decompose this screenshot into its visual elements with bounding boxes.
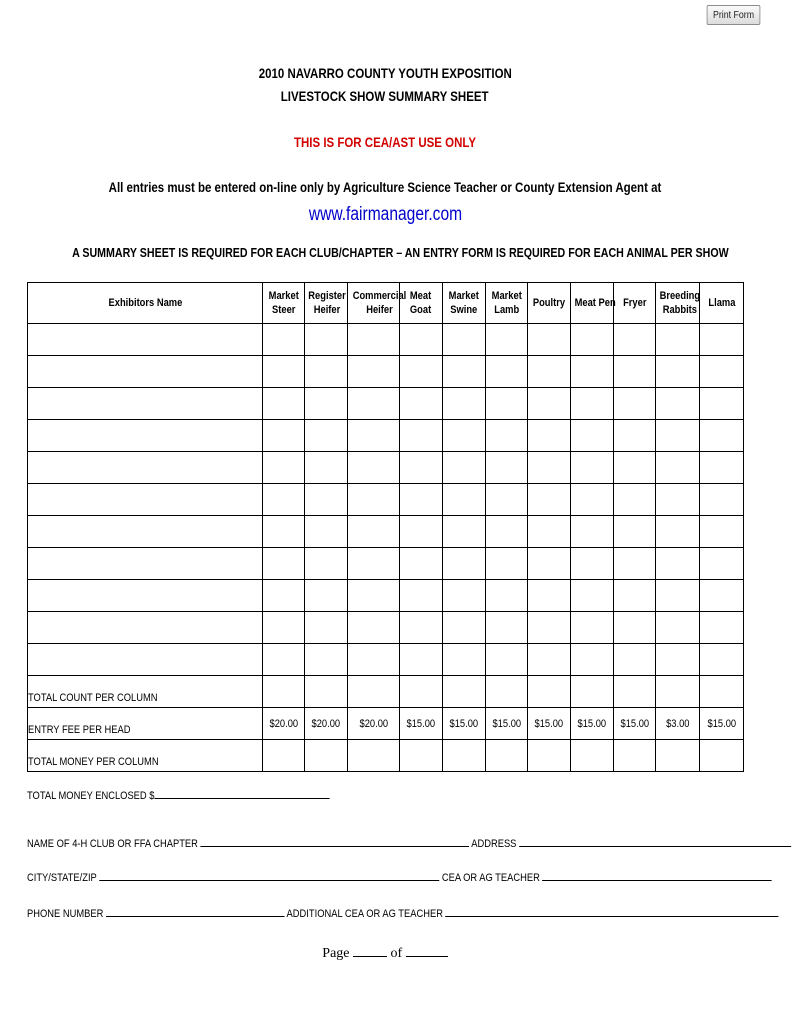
city-state-zip-label: CITY/STATE/ZIP: [27, 872, 97, 884]
entry-count-cell[interactable]: [700, 356, 744, 388]
entry-count-cell[interactable]: [400, 516, 443, 548]
entry-count-cell[interactable]: [443, 644, 486, 676]
entry-count-cell[interactable]: [263, 324, 305, 356]
entry-count-cell[interactable]: [528, 516, 571, 548]
entry-count-cell[interactable]: [656, 452, 700, 484]
total-count-cell[interactable]: [348, 676, 400, 708]
entry-count-cell[interactable]: [486, 388, 528, 420]
entry-count-cell[interactable]: [305, 388, 348, 420]
total-money-row: [28, 740, 744, 772]
entry-count-cell[interactable]: [305, 612, 348, 644]
entry-count-cell[interactable]: [400, 580, 443, 612]
total-count-label: TOTAL COUNT PER COLUMN: [28, 676, 263, 708]
entry-count-cell[interactable]: [486, 548, 528, 580]
entry-count-cell[interactable]: [443, 388, 486, 420]
entry-count-cell[interactable]: [400, 356, 443, 388]
instruction-text: All entries must be entered on-line only by Agriculture Science Teacher or County Extension Agent at: [108, 179, 662, 195]
exhibitor-row: [28, 420, 744, 452]
entry-count-cell[interactable]: [400, 548, 443, 580]
entry-count-cell[interactable]: [528, 484, 571, 516]
entry-count-cell[interactable]: [486, 420, 528, 452]
entry-count-cell[interactable]: [443, 420, 486, 452]
fee-meat-pen: $15.00: [571, 708, 614, 740]
phone-number-field[interactable]: [106, 905, 285, 917]
entry-count-cell[interactable]: [348, 548, 400, 580]
entry-summary-table: [27, 282, 744, 772]
entry-count-cell[interactable]: [571, 356, 614, 388]
entry-count-cell[interactable]: [305, 548, 348, 580]
entry-count-cell[interactable]: [614, 388, 656, 420]
total-enclosed-field[interactable]: [154, 787, 329, 799]
meat-goat-header: Meat Goat: [400, 283, 443, 324]
fee-market-lamb: $15.00: [486, 708, 528, 740]
entry-count-cell[interactable]: [305, 420, 348, 452]
entry-count-cell[interactable]: [263, 612, 305, 644]
exhibitor-row: [28, 644, 744, 676]
club-address-row: [27, 835, 791, 851]
entry-count-cell[interactable]: [443, 356, 486, 388]
total-money-cell[interactable]: [614, 740, 656, 772]
total-money-cell[interactable]: [700, 740, 744, 772]
exhibitor-name-cell[interactable]: [28, 484, 263, 516]
requirement-text: A SUMMARY SHEET IS REQUIRED FOR EACH CLUB/CHAPTER – AN ENTRY FORM IS REQUIRED FOR EACH ANIMAL PER SHOW: [72, 245, 729, 260]
entry-count-cell[interactable]: [348, 484, 400, 516]
total-money-cell[interactable]: [528, 740, 571, 772]
entry-count-cell[interactable]: [305, 324, 348, 356]
entry-count-cell[interactable]: [486, 484, 528, 516]
entry-count-cell[interactable]: [348, 516, 400, 548]
entry-count-cell[interactable]: [571, 612, 614, 644]
total-money-label: TOTAL MONEY PER COLUMN: [28, 740, 263, 772]
entry-count-cell[interactable]: [443, 612, 486, 644]
entry-count-cell[interactable]: [571, 548, 614, 580]
entry-count-cell[interactable]: [700, 484, 744, 516]
entry-count-cell[interactable]: [528, 356, 571, 388]
phone-number-label: PHONE NUMBER: [27, 908, 104, 920]
exhibitor-name-cell[interactable]: [28, 356, 263, 388]
entry-count-cell[interactable]: [614, 516, 656, 548]
header-row: [28, 283, 744, 324]
entry-count-cell[interactable]: [486, 644, 528, 676]
entry-count-cell[interactable]: [614, 580, 656, 612]
exhibitor-row: [28, 612, 744, 644]
entry-count-cell[interactable]: [263, 644, 305, 676]
entry-count-cell[interactable]: [571, 388, 614, 420]
entry-count-cell[interactable]: [486, 612, 528, 644]
entry-count-cell[interactable]: [614, 452, 656, 484]
total-count-cell[interactable]: [528, 676, 571, 708]
entry-count-cell[interactable]: [656, 644, 700, 676]
entry-count-cell[interactable]: [571, 420, 614, 452]
entry-count-cell[interactable]: [305, 452, 348, 484]
entry-count-cell[interactable]: [443, 516, 486, 548]
exhibitor-row: [28, 324, 744, 356]
entry-count-cell[interactable]: [400, 388, 443, 420]
fee-commercial-heifer: $20.00: [348, 708, 400, 740]
exhibitor-row: [28, 452, 744, 484]
entry-count-cell[interactable]: [263, 484, 305, 516]
of-label: of: [390, 946, 403, 961]
entry-count-cell[interactable]: [486, 452, 528, 484]
entry-count-cell[interactable]: [571, 324, 614, 356]
exhibitors-name-header: Exhibitors Name: [28, 283, 263, 324]
total-money-cell[interactable]: [348, 740, 400, 772]
exhibitor-row: [28, 548, 744, 580]
entry-count-cell[interactable]: [305, 356, 348, 388]
entry-count-cell[interactable]: [263, 548, 305, 580]
exhibitor-row: [28, 580, 744, 612]
entry-count-cell[interactable]: [263, 356, 305, 388]
restriction-notice: THIS IS FOR CEA/AST USE ONLY: [293, 134, 477, 150]
entry-count-cell[interactable]: [263, 516, 305, 548]
fryer-header: Fryer: [614, 283, 656, 324]
entry-count-cell[interactable]: [614, 644, 656, 676]
entry-count-cell[interactable]: [348, 644, 400, 676]
entry-count-cell[interactable]: [486, 356, 528, 388]
entry-count-cell[interactable]: [443, 484, 486, 516]
teacher-label: CEA OR AG TEACHER: [441, 872, 540, 884]
exhibitor-name-cell[interactable]: [28, 580, 263, 612]
total-money-cell[interactable]: [305, 740, 348, 772]
entry-count-cell[interactable]: [263, 580, 305, 612]
fee-fryer: $15.00: [614, 708, 656, 740]
register-heifer-header: Register Heifer: [305, 283, 348, 324]
total-enclosed-row: [27, 787, 330, 803]
total-count-cell[interactable]: [305, 676, 348, 708]
phone-teacher-row: [27, 905, 779, 921]
entry-count-cell[interactable]: [400, 484, 443, 516]
entry-count-cell[interactable]: [263, 388, 305, 420]
entry-count-cell[interactable]: [656, 324, 700, 356]
page-total-field[interactable]: [406, 944, 448, 957]
exhibitor-name-cell[interactable]: [28, 388, 263, 420]
exposition-title: 2010 NAVARRO COUNTY YOUTH EXPOSITION: [258, 65, 512, 81]
teacher-field[interactable]: [542, 869, 772, 881]
total-money-cell[interactable]: [486, 740, 528, 772]
poultry-header: Poultry: [528, 283, 571, 324]
breeding-rabbits-header: Breeding Rabbits: [656, 283, 700, 324]
page-number-field[interactable]: [353, 944, 387, 957]
entry-count-cell[interactable]: [656, 388, 700, 420]
commercial-heifer-header: Commercial Heifer: [348, 283, 400, 324]
exhibitor-row: [28, 356, 744, 388]
total-count-cell[interactable]: [486, 676, 528, 708]
entry-count-cell[interactable]: [528, 548, 571, 580]
entry-fee-label: ENTRY FEE PER HEAD: [28, 708, 263, 740]
entry-count-cell[interactable]: [348, 612, 400, 644]
entry-count-cell[interactable]: [443, 580, 486, 612]
market-lamb-header: Market Lamb: [486, 283, 528, 324]
entry-count-cell[interactable]: [348, 324, 400, 356]
entry-count-cell[interactable]: [263, 420, 305, 452]
entry-count-cell[interactable]: [614, 324, 656, 356]
entry-count-cell[interactable]: [400, 324, 443, 356]
entry-count-cell[interactable]: [656, 356, 700, 388]
entry-count-cell[interactable]: [614, 420, 656, 452]
entry-count-cell[interactable]: [700, 388, 744, 420]
total-count-cell[interactable]: [656, 676, 700, 708]
total-count-cell[interactable]: [614, 676, 656, 708]
entry-count-cell[interactable]: [443, 452, 486, 484]
entry-count-cell[interactable]: [528, 324, 571, 356]
entry-count-cell[interactable]: [700, 452, 744, 484]
total-count-row: [28, 676, 744, 708]
total-money-cell[interactable]: [443, 740, 486, 772]
exhibitor-row: [28, 484, 744, 516]
club-name-field[interactable]: [201, 835, 470, 847]
entry-count-cell[interactable]: [528, 388, 571, 420]
print-form-button[interactable]: Print Form: [707, 5, 761, 25]
exhibitor-name-cell[interactable]: [28, 516, 263, 548]
entry-count-cell[interactable]: [656, 548, 700, 580]
total-count-cell[interactable]: [400, 676, 443, 708]
exhibitor-name-cell[interactable]: [28, 420, 263, 452]
fee-meat-goat: $15.00: [400, 708, 443, 740]
entry-count-cell[interactable]: [571, 644, 614, 676]
entry-count-cell[interactable]: [443, 548, 486, 580]
entry-count-cell[interactable]: [614, 548, 656, 580]
total-money-cell[interactable]: [263, 740, 305, 772]
exhibitor-row: [28, 516, 744, 548]
fee-market-swine: $15.00: [443, 708, 486, 740]
exhibitor-row: [28, 388, 744, 420]
fee-market-steer: $20.00: [263, 708, 305, 740]
fee-register-heifer: $20.00: [305, 708, 348, 740]
entry-count-cell[interactable]: [700, 324, 744, 356]
exhibitor-name-cell[interactable]: [28, 612, 263, 644]
entry-count-cell[interactable]: [656, 612, 700, 644]
meat-pen-header: Meat Pen: [571, 283, 614, 324]
total-money-cell[interactable]: [571, 740, 614, 772]
address-label: ADDRESS: [471, 838, 517, 850]
entry-count-cell[interactable]: [700, 644, 744, 676]
page-label: Page: [322, 946, 350, 961]
additional-teacher-field[interactable]: [446, 905, 779, 917]
entry-count-cell[interactable]: [263, 452, 305, 484]
total-count-cell[interactable]: [571, 676, 614, 708]
total-enclosed-label: TOTAL MONEY ENCLOSED $: [27, 790, 155, 802]
entry-count-cell[interactable]: [700, 420, 744, 452]
entry-count-cell[interactable]: [443, 324, 486, 356]
entry-count-cell[interactable]: [400, 420, 443, 452]
entry-count-cell[interactable]: [571, 580, 614, 612]
entry-count-cell[interactable]: [348, 356, 400, 388]
entry-count-cell[interactable]: [614, 484, 656, 516]
entry-count-cell[interactable]: [305, 580, 348, 612]
entry-count-cell[interactable]: [486, 516, 528, 548]
entry-count-cell[interactable]: [348, 580, 400, 612]
exhibitor-name-cell[interactable]: [28, 548, 263, 580]
llama-header: Llama: [700, 283, 744, 324]
fee-poultry: $15.00: [528, 708, 571, 740]
entry-count-cell[interactable]: [305, 516, 348, 548]
entry-count-cell[interactable]: [656, 484, 700, 516]
entry-count-cell[interactable]: [305, 484, 348, 516]
entry-count-cell[interactable]: [305, 644, 348, 676]
entry-count-cell[interactable]: [700, 580, 744, 612]
city-teacher-row: [27, 869, 772, 885]
entry-count-cell[interactable]: [656, 516, 700, 548]
entry-count-cell[interactable]: [528, 580, 571, 612]
total-money-cell[interactable]: [656, 740, 700, 772]
entry-count-cell[interactable]: [614, 612, 656, 644]
entry-count-cell[interactable]: [400, 612, 443, 644]
entry-count-cell[interactable]: [571, 516, 614, 548]
club-name-label: NAME OF 4-H CLUB OR FFA CHAPTER: [27, 838, 198, 850]
fee-breeding-rabbits: $3.00: [656, 708, 700, 740]
entry-count-cell[interactable]: [528, 612, 571, 644]
entry-count-cell[interactable]: [571, 484, 614, 516]
total-count-cell[interactable]: [263, 676, 305, 708]
exhibitor-name-cell[interactable]: [28, 644, 263, 676]
entry-count-cell[interactable]: [486, 580, 528, 612]
fairmanager-link[interactable]: www.fairmanager.com: [308, 204, 462, 225]
entry-count-cell[interactable]: [400, 452, 443, 484]
market-steer-header: Market Steer: [263, 283, 305, 324]
exhibitor-name-cell[interactable]: [28, 324, 263, 356]
entry-count-cell[interactable]: [700, 516, 744, 548]
entry-count-cell[interactable]: [700, 612, 744, 644]
fee-llama: $15.00: [700, 708, 744, 740]
total-count-cell[interactable]: [443, 676, 486, 708]
entry-count-cell[interactable]: [528, 420, 571, 452]
exhibitor-name-cell[interactable]: [28, 452, 263, 484]
entry-count-cell[interactable]: [528, 644, 571, 676]
entry-count-cell[interactable]: [400, 644, 443, 676]
entry-count-cell[interactable]: [656, 580, 700, 612]
entry-count-cell[interactable]: [348, 452, 400, 484]
page-number-line: [0, 944, 770, 962]
entry-count-cell[interactable]: [348, 388, 400, 420]
entry-count-cell[interactable]: [528, 452, 571, 484]
entry-count-cell[interactable]: [656, 420, 700, 452]
city-state-zip-field[interactable]: [99, 869, 439, 881]
additional-teacher-label: ADDITIONAL CEA OR AG TEACHER: [286, 908, 443, 920]
entry-count-cell[interactable]: [486, 324, 528, 356]
sheet-title: LIVESTOCK SHOW SUMMARY SHEET: [281, 88, 489, 104]
market-swine-header: Market Swine: [443, 283, 486, 324]
entry-count-cell[interactable]: [614, 356, 656, 388]
total-count-cell[interactable]: [700, 676, 744, 708]
entry-count-cell[interactable]: [700, 548, 744, 580]
entry-count-cell[interactable]: [571, 452, 614, 484]
entry-count-cell[interactable]: [348, 420, 400, 452]
address-field[interactable]: [519, 835, 791, 847]
total-money-cell[interactable]: [400, 740, 443, 772]
entry-fee-row: [28, 708, 744, 740]
